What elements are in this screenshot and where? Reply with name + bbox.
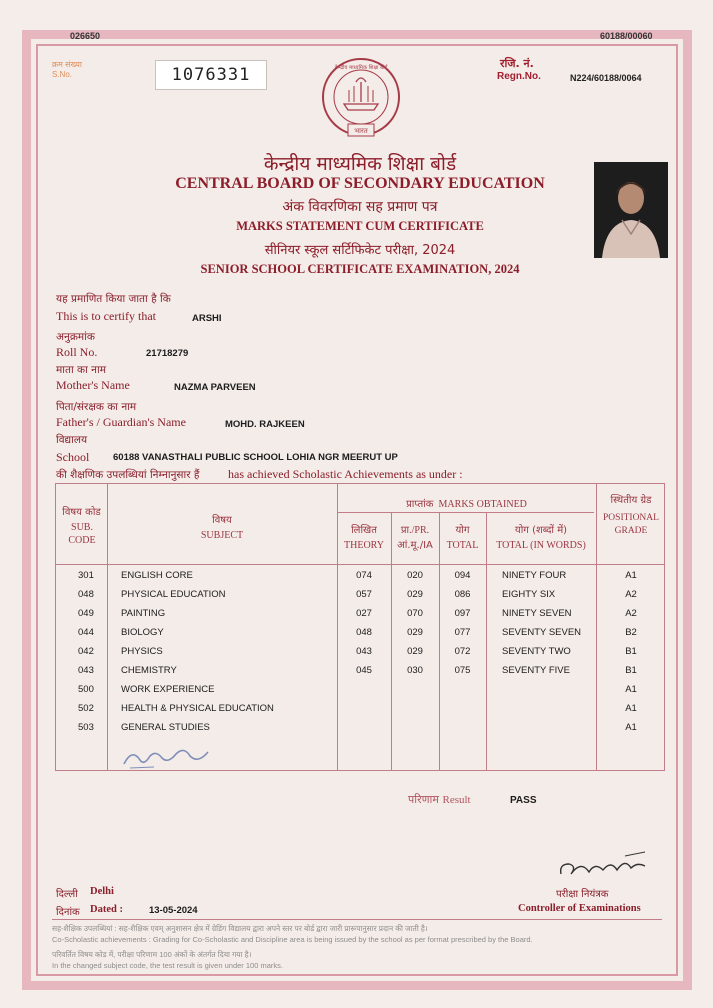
issue-date: 13-05-2024 [149, 905, 198, 916]
col-pr-en: प्रा./PR. [400, 525, 430, 536]
cell-pr: 029 [407, 646, 423, 657]
cell-grade: B1 [625, 646, 637, 657]
note-changed-code-hi: परिवर्तित विषय कोड में, परीक्षा परिणाम 100 अंकों के अंतर्गत दिया गया है। [52, 950, 252, 959]
col-theory-hi: लिखित [351, 525, 377, 536]
cell-total: 086 [454, 589, 471, 600]
cell-grade: A1 [625, 570, 637, 581]
achieved-label-en: has achieved Scholastic Achievements as under : [228, 467, 463, 481]
cell-subject: WORK EXPERIENCE [121, 684, 215, 695]
cell-words: SEVENTY SEVEN [502, 627, 582, 638]
regn-number: N224/60188/0064 [570, 73, 642, 83]
cell-grade: A1 [625, 703, 637, 714]
place-en: Delhi [90, 886, 114, 897]
cell-words: NINETY SEVEN [502, 608, 572, 619]
mother-label-en: Mother's Name [56, 378, 130, 392]
document-title-hindi: अंक विवरणिका सह प्रमाण पत्र [282, 199, 438, 215]
cell-grade: A1 [625, 722, 637, 733]
col-theory-en: THEORY [344, 540, 384, 551]
controller-label-hi: परीक्षा नियंत्रक [556, 889, 609, 900]
signature-mark-blue [120, 742, 220, 772]
col-total-en: TOTAL [446, 540, 479, 551]
result-value: PASS [510, 795, 537, 806]
cell-words: EIGHTY SIX [502, 589, 556, 600]
place-hi: दिल्ली [56, 889, 78, 900]
certify-label-hi: यह प्रमाणित किया जाता है कि [56, 293, 171, 305]
cell-words: SEVENTY FIVE [502, 665, 570, 676]
roll-label-en: Roll No. [56, 345, 98, 359]
cell-code: 049 [78, 608, 94, 619]
footer-divider [52, 919, 662, 920]
col-code-en: SUB. CODE [68, 522, 96, 546]
cell-theory: 027 [356, 608, 372, 619]
cell-grade: A1 [625, 684, 637, 695]
father-name: MOHD. RAJKEEN [225, 419, 305, 430]
school-label-en: School [56, 450, 90, 464]
regn-label-en: Regn.No. [497, 71, 541, 82]
cell-theory: 045 [356, 665, 372, 676]
cell-words: NINETY FOUR [502, 570, 567, 581]
cell-code: 043 [78, 665, 94, 676]
emblem-top-text: केन्द्रीय माध्यमिक शिक्षा बोर्ड [334, 65, 388, 71]
cell-pr: 020 [407, 570, 423, 581]
cell-grade: A2 [625, 589, 637, 600]
note-co-scholastic-en: Co-Scholastic achievements : Grading for Co-Scholastic and Discipline area is being issued by the school as per format prescribed by the Board. [52, 935, 533, 944]
controller-label-en: Controller of Examinations [518, 903, 641, 914]
marks-table [55, 483, 665, 771]
cell-grade: B1 [625, 665, 637, 676]
cell-code: 502 [78, 703, 94, 714]
roll-number: 21718279 [146, 348, 189, 359]
cell-subject: CHEMISTRY [121, 665, 177, 676]
board-name-hindi: केन्द्रीय माध्यमिक शिक्षा बोर्ड [263, 153, 457, 175]
roll-label-hi: अनुक्रमांक [56, 331, 95, 343]
col-subject-hi: विषय [212, 515, 232, 526]
regn-label-hi: रजि. नं. [500, 57, 534, 70]
cell-theory: 057 [356, 589, 372, 600]
controller-signature [555, 848, 655, 884]
date-label-hi: दिनांक [56, 907, 80, 918]
col-code-hi: विषय कोड [62, 507, 101, 518]
cell-pr: 070 [407, 608, 423, 619]
cell-code: 503 [78, 722, 94, 733]
cell-grade: B2 [625, 627, 637, 638]
col-marks-en: MARKS OBTAINED [438, 499, 527, 510]
cbse-emblem-icon [316, 54, 406, 144]
cell-pr: 029 [407, 627, 423, 638]
cell-words: SEVENTY TWO [502, 646, 571, 657]
cell-total: 077 [454, 627, 471, 638]
student-photo [594, 162, 668, 258]
certify-label-en: This is to certify that [56, 309, 156, 323]
col-grade-en: POSITIONAL GRADE [603, 513, 659, 536]
col-words-hi: योग (शब्दों में) [514, 525, 568, 536]
student-name: ARSHI [192, 313, 222, 324]
col-grade-hi: स्थितीय ग्रेड [610, 495, 652, 506]
result-label [408, 792, 471, 807]
col-marks-hi: प्राप्तांक [406, 499, 434, 510]
right-code: 60188/00060 [600, 31, 653, 41]
exam-title-english: SENIOR SCHOOL CERTIFICATE EXAMINATION, 2024 [200, 262, 520, 276]
cell-subject: GENERAL STUDIES [121, 722, 210, 733]
cell-subject: BIOLOGY [121, 627, 164, 638]
col-marks-header [337, 492, 596, 511]
serial-label: क्रम संख्या S.No. [52, 60, 82, 79]
cell-code: 301 [78, 570, 94, 581]
left-code: 026650 [70, 31, 101, 41]
cell-total: 075 [454, 665, 471, 676]
cell-subject: PHYSICS [121, 646, 163, 657]
cell-code: 500 [78, 684, 94, 695]
board-name-english: CENTRAL BOARD OF SECONDARY EDUCATION [175, 175, 545, 192]
cell-theory: 048 [356, 627, 372, 638]
cell-theory: 074 [356, 570, 372, 581]
father-label-hi: पिता/संरक्षक का नाम [56, 401, 137, 413]
col-ia: आं.मू./IA [397, 540, 433, 551]
result-label-en: Result [442, 794, 471, 806]
cell-total: 097 [454, 608, 471, 619]
col-subject-en: SUBJECT [200, 530, 244, 541]
col-total-hi: योग [455, 525, 470, 536]
document-title-english: MARKS STATEMENT CUM CERTIFICATE [236, 219, 484, 233]
cell-code: 042 [78, 646, 94, 657]
certificate-number: 1076331 [155, 60, 267, 90]
achieved-label-hi: की शैक्षणिक उपलब्धियां निम्नानुसार हैं [56, 469, 200, 481]
cell-code: 044 [78, 627, 94, 638]
mother-label-hi: माता का नाम [56, 364, 106, 376]
cell-subject: HEALTH & PHYSICAL EDUCATION [121, 703, 274, 714]
cell-subject: PHYSICAL EDUCATION [121, 589, 226, 600]
mother-name: NAZMA PARVEEN [174, 382, 256, 393]
father-label-en: Father's / Guardian's Name [56, 415, 186, 429]
cell-pr: 030 [407, 665, 423, 676]
date-label-en: Dated : [90, 904, 123, 915]
cell-subject: PAINTING [121, 608, 166, 619]
note-co-scholastic-hi: सह-शैक्षिक उपलब्धियां : सह-शैक्षिक एवम् अनुशासन क्षेत्र में ग्रेडिंग विद्यालय द्वारा अपने स्तर पर बोर्ड द्वारा जारी प्रारूपानुसार प्रदान की जाती है। [52, 924, 428, 933]
note-changed-code-en: In the changed subject code, the test result is given under 100 marks. [52, 961, 283, 970]
cell-total: 094 [454, 570, 471, 581]
cell-pr: 029 [407, 589, 423, 600]
cell-total: 072 [454, 646, 471, 657]
exam-title-hindi: सीनियर स्कूल सर्टिफिकेट परीक्षा, 2024 [264, 243, 456, 258]
cell-subject: ENGLISH CORE [121, 570, 193, 581]
emblem-bottom-text: भारत [354, 127, 368, 135]
col-words-en: TOTAL (IN WORDS) [496, 540, 586, 551]
cell-theory: 043 [356, 646, 372, 657]
cell-code: 048 [78, 589, 94, 600]
cell-grade: A2 [625, 608, 637, 619]
school-label-hi: विद्यालय [56, 434, 88, 446]
school-name: 60188 VANASTHALI PUBLIC SCHOOL LOHIA NGR MEERUT UP [113, 452, 398, 463]
result-label-hi: परिणाम [408, 793, 439, 806]
